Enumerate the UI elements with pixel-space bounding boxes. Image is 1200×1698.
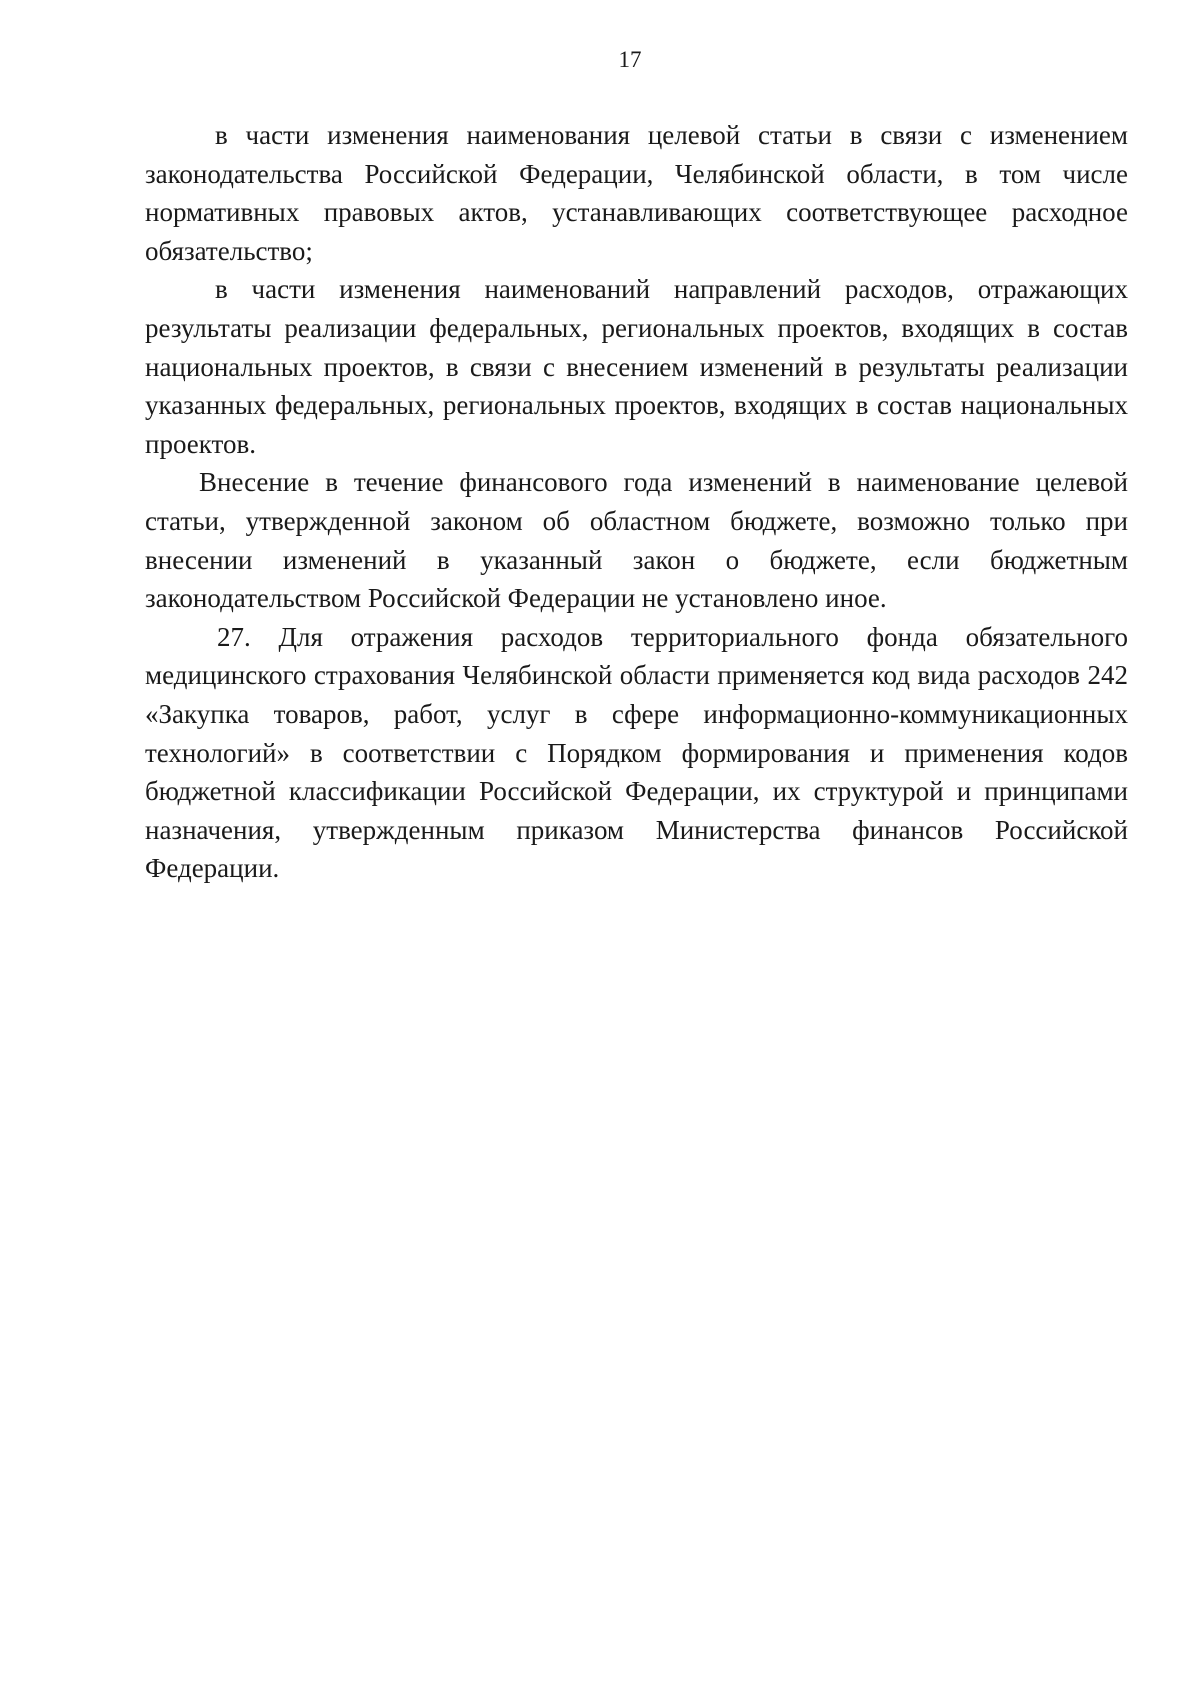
paragraph-target-article-name-change: в части изменения наименования целевой статьи в связи с изменением законодательства Российской Федерации, Челябинской области, в том числе нормативных правовых актов, устанавливающих соответствующее расходное обязательство; — [145, 120, 1128, 266]
document-body — [145, 116, 1128, 888]
paragraph-expense-directions-name-change: в части изменения наименований направлений расходов, отражающих результаты реализации федеральных, региональных проектов, входящих в состав национальных проектов, в связи с внесением изменений в результаты реализации указанных федеральных, региональных проектов, входящих в состав национальных проектов. — [145, 274, 1128, 459]
paragraph-financial-year-changes: Внесение в течение финансового года изменений в наименование целевой статьи, утвержденной законом об областном бюджете, возможно только при внесении изменений в указанный закон о бюджете, если бюджетным законодательством Российской Федерации не установлено иное. — [145, 467, 1128, 614]
paragraph-item-27: 27. Для отражения расходов территориального фонда обязательного медицинского страхования Челябинской области применяется код вида расходов 242 «Закупка товаров, работ, услуг в сфере информационно-коммуникационных технологий» в соответствии с Порядком формирования и применения кодов бюджетной классификации Российской Федерации, их структурой и принципами назначения, утвержденным приказом Министерства финансов Российской Федерации. — [145, 621, 1128, 884]
page-number: 17 — [618, 47, 642, 72]
